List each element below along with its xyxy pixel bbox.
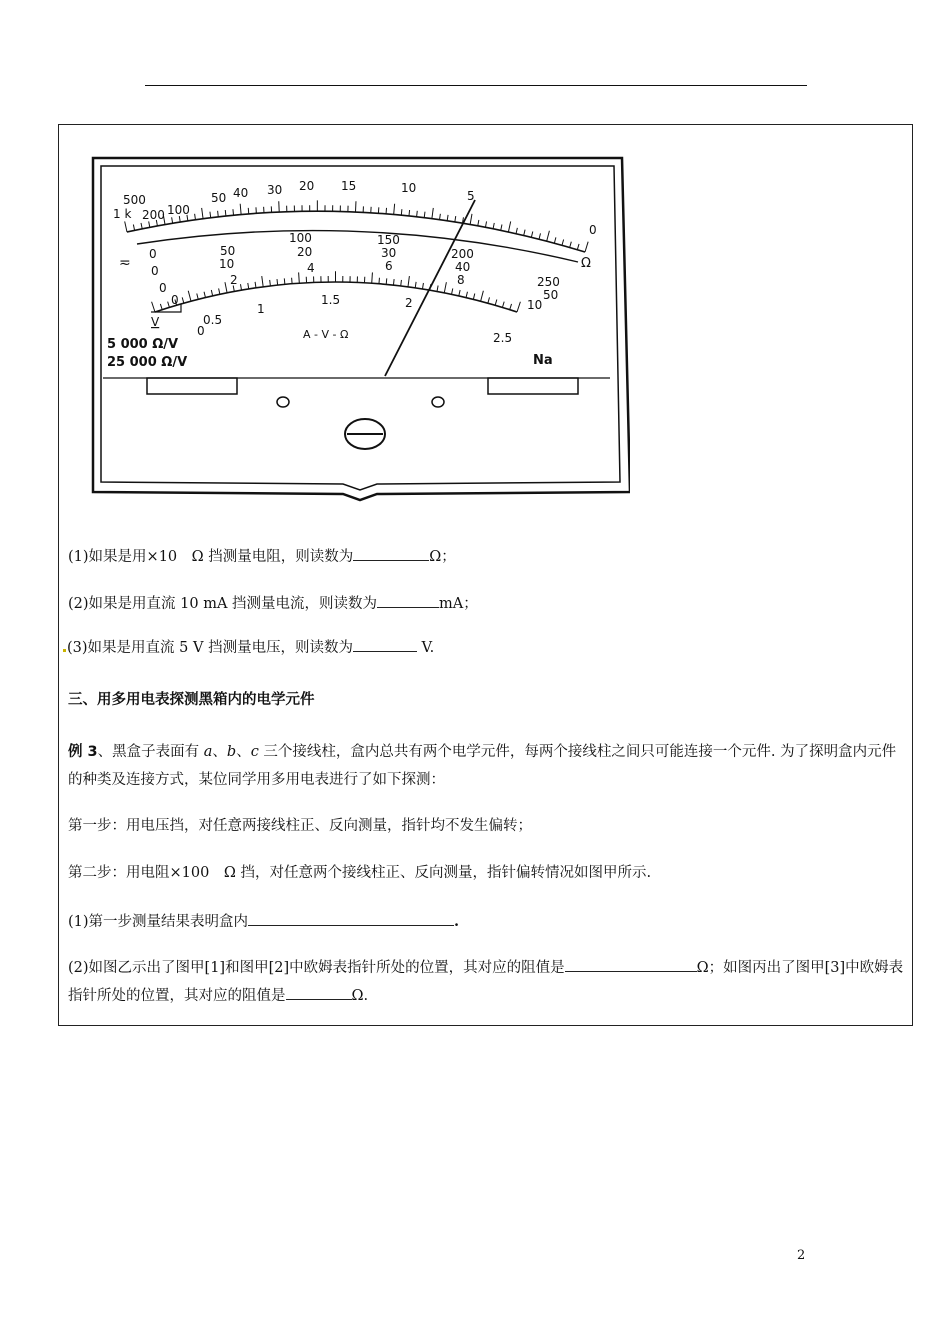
- dial-tick: [149, 221, 150, 227]
- dial-tick: [195, 214, 196, 220]
- part-2: (2)如图乙示出了图甲[1]和图甲[2]中欧姆表指针所处的位置，其对应的阻值是 Ω；如图丙出了图甲[3]中欧姆表指针所处的位置，其对应的阻值是 Ω.: [68, 954, 910, 1010]
- dial-tick: [501, 224, 502, 230]
- dial-tick: [585, 242, 588, 252]
- dial-tick: [182, 297, 184, 303]
- dial-tick: [488, 297, 490, 303]
- ac-label-0.5: 0.5: [203, 313, 223, 327]
- ohm-label-20: 20: [299, 179, 315, 193]
- header-rule: [145, 85, 807, 86]
- dc250-label-150: 150: [377, 233, 400, 247]
- dial-tick: [133, 224, 134, 230]
- ac-label-1: 1: [257, 302, 265, 316]
- dial-tick: [168, 302, 170, 308]
- dial-tick: [172, 217, 173, 223]
- dial-tick: [554, 237, 556, 243]
- ohm-label-100: 100: [167, 203, 190, 217]
- part-1: (1)第一步测量结果表明盒内 .: [68, 913, 460, 930]
- step-1: 第一步：用电压挡，对任意两接线柱正、反向测量，指针均不发生偏转；: [68, 818, 532, 834]
- dial-tick: [531, 231, 532, 237]
- multimeter-dial-figure: [85, 152, 630, 502]
- dc250-label-0: 0: [149, 247, 157, 261]
- example-3: 例 3、黑盒子表面有 a、b、c 三个接线柱，盒内总共有两个电学元件，每两个接线柱之间只可能连接一个元件. 为了探明盒内元件的种类及连接方式，某位同学用多用电表进行了如下探测：: [68, 744, 897, 788]
- dial-tick: [508, 221, 510, 232]
- dial-tick: [547, 231, 550, 241]
- dc50-label-30: 30: [381, 246, 397, 260]
- dial-tick: [455, 216, 456, 222]
- ohm-label-10: 10: [401, 181, 417, 195]
- dial-tick: [401, 280, 402, 286]
- dc10-label-0: 0: [159, 281, 167, 295]
- dc10-label-6: 6: [385, 259, 393, 273]
- ohm-label-50: 50: [211, 191, 227, 205]
- ohm-label-0: 0: [589, 223, 597, 237]
- center-label: A - V - Ω: [303, 328, 349, 341]
- example-label: 例 3: [68, 744, 98, 760]
- dial-tick: [444, 282, 446, 293]
- dc50-label-40: 40: [455, 260, 471, 274]
- dc250-label-200: 200: [451, 247, 474, 261]
- ac-label-1.5: 1.5: [321, 293, 341, 307]
- dial-tick: [160, 304, 162, 310]
- ohm-label-30: 30: [267, 183, 283, 197]
- dial-tick: [473, 294, 474, 300]
- dial-tick: [466, 292, 467, 298]
- dial-tick: [495, 299, 497, 305]
- dial-tick: [452, 288, 453, 294]
- ac-label-0: 0: [171, 293, 179, 307]
- dc250-label-100: 100: [289, 231, 312, 245]
- dial-tick: [409, 210, 410, 216]
- dial-tick: [459, 290, 460, 296]
- answer-blank-4[interactable]: [248, 911, 454, 926]
- dial-tick: [478, 220, 479, 226]
- dial-tick: [437, 286, 438, 292]
- question-2: (2)如果是用直流 10 mA 挡测量电流，则读数为 mA；: [68, 593, 478, 614]
- dial-tick: [277, 279, 278, 285]
- dc250-label-250: 250: [537, 275, 560, 289]
- answer-blank-1[interactable]: [353, 546, 429, 561]
- dc50-label-20: 20: [297, 245, 313, 259]
- dial-tick: [393, 279, 394, 285]
- dc10-label-4: 4: [307, 261, 315, 275]
- dc250-label-50: 50: [220, 244, 236, 258]
- dial-tick: [262, 276, 263, 287]
- dial-tick: [539, 233, 540, 239]
- dial-tick: [255, 282, 256, 288]
- dc-symbol: ≂: [119, 255, 131, 271]
- sensitivity-1: 5 000 Ω/V: [107, 337, 179, 352]
- dial-tick: [240, 204, 241, 215]
- dial-tick: [408, 276, 409, 287]
- dial-tick: [432, 208, 433, 219]
- dial-tick: [240, 284, 241, 290]
- ac-label-2.5: 2.5: [493, 331, 513, 345]
- dc50-label-0: 0: [151, 264, 159, 278]
- dial-tick: [219, 288, 220, 294]
- dial-tick: [502, 302, 504, 308]
- meter-needle: [385, 200, 475, 376]
- dial-tick: [299, 272, 300, 283]
- answer-blank-6[interactable]: [286, 985, 352, 1000]
- answer-blank-3[interactable]: [353, 637, 417, 652]
- ac-label-2: 2: [405, 296, 413, 310]
- dc10-label-2: 2: [230, 273, 238, 287]
- v-label: V: [151, 315, 160, 329]
- dial-tick: [524, 230, 525, 236]
- dial-tick: [562, 240, 564, 246]
- dc10-label-10: 10: [527, 298, 543, 312]
- sensitivity-2: 25 000 Ω/V: [107, 355, 188, 370]
- marker-dot: [63, 649, 66, 652]
- dial-tick: [270, 280, 271, 286]
- dc50-label-50: 50: [543, 288, 559, 302]
- dial-tick: [401, 209, 402, 215]
- ohm-label-200: 200: [142, 208, 165, 222]
- dial-tick: [493, 223, 494, 229]
- dial-tick: [218, 211, 219, 217]
- dial-tick: [470, 214, 472, 225]
- dial-tick: [417, 211, 418, 217]
- dial-tick: [152, 302, 155, 312]
- ohm-label-40: 40: [233, 186, 249, 200]
- dial-tick: [577, 244, 579, 250]
- dial-tick: [210, 212, 211, 218]
- dial-tick: [415, 282, 416, 288]
- dial-tick: [211, 290, 212, 296]
- dial-tick: [225, 210, 226, 216]
- dc10-label-8: 8: [457, 273, 465, 287]
- dial-tick: [202, 208, 203, 219]
- dial-tick: [233, 209, 234, 215]
- dial-tick: [485, 221, 486, 227]
- page-number: 2: [797, 1248, 806, 1263]
- answer-blank-5[interactable]: [565, 957, 697, 972]
- answer-blank-2[interactable]: [377, 593, 439, 608]
- dial-tick: [248, 283, 249, 289]
- dial-tick: [225, 282, 227, 293]
- section-3-title: 三、用多用电表探测黑箱内的电学元件: [68, 692, 315, 708]
- dial-tick: [440, 214, 441, 220]
- dial-tick: [372, 272, 373, 283]
- ac-label-0-lower: 0: [197, 324, 205, 338]
- dial-tick: [481, 291, 484, 301]
- dial-tick: [394, 204, 395, 215]
- dial-tick: [510, 304, 512, 310]
- brand-label: Na: [533, 353, 553, 368]
- dial-tick: [141, 223, 142, 229]
- dial-tick: [516, 228, 517, 234]
- dial-tick: [284, 278, 285, 284]
- dial-tick: [386, 278, 387, 284]
- dial-tick: [204, 292, 205, 298]
- dial-tick: [125, 221, 127, 232]
- ohm-label-500: 500: [123, 193, 146, 207]
- question-1: (1)如果是用×10 Ω 挡测量电阻，则读数为 Ω；: [68, 546, 456, 567]
- dial-tick: [197, 294, 198, 300]
- dc50-label-10: 10: [219, 257, 235, 271]
- dial-tick: [517, 302, 520, 312]
- ohm-label-1k: 1 k: [113, 207, 132, 221]
- ohm-label-15: 15: [341, 179, 357, 193]
- step-2: 第二步：用电阻×100 Ω 挡，对任意两个接线柱正、反向测量，指针偏转情况如图甲所示.: [68, 865, 652, 881]
- dial-tick: [424, 212, 425, 218]
- dial-tick: [188, 291, 191, 301]
- question-3: (3)如果是用直流 5 V 挡测量电压，则读数为 V.: [62, 637, 434, 658]
- dial-tick: [422, 283, 423, 289]
- ohm-label-5: 5: [467, 189, 475, 203]
- ohm-symbol: Ω: [581, 256, 591, 271]
- dial-tick: [570, 242, 572, 248]
- dial-tick: [447, 215, 448, 221]
